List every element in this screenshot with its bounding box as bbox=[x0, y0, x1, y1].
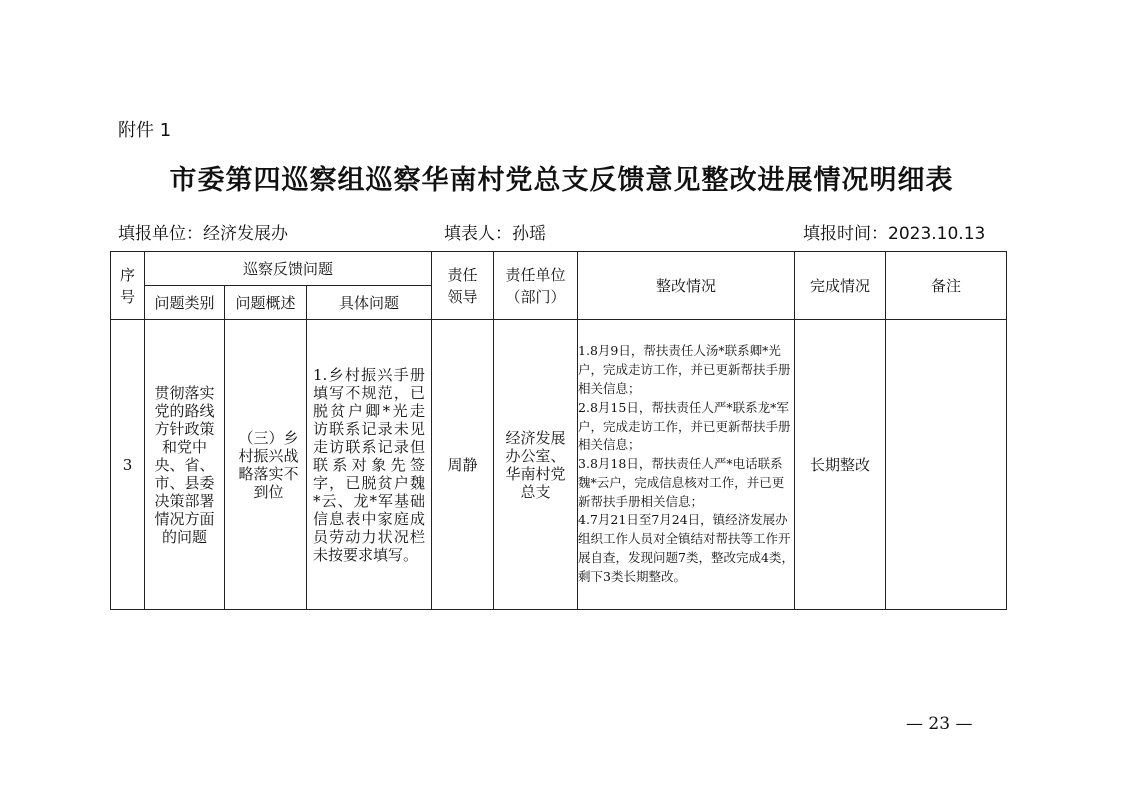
row-overview: （三）乡村振兴战略落实不到位 bbox=[225, 320, 307, 610]
rectification-item: 4.7月21日至7月24日，镇经济发展办组织工作人员对全镇结对帮扶等工作开展自查，发现问题7类，整改完成4类，剩下3类长期整改。 bbox=[578, 512, 794, 584]
header-specific: 具体问题 bbox=[307, 286, 432, 320]
row-remarks bbox=[886, 320, 1007, 610]
header-leader: 责任领导 bbox=[432, 252, 494, 320]
rectification-item: 3.8月18日，帮扶责任人严*电话联系魏*云户，完成信息核对工作，并已更新帮扶手册相关信息； bbox=[578, 456, 785, 509]
form-filler: 填表人：孙瑶 bbox=[444, 224, 546, 244]
rectification-item: 1.8月9日，帮扶责任人汤*联系卿*光户，完成走访工作，并已更新帮扶手册相关信息； bbox=[578, 343, 791, 396]
row-category: 贯彻落实党的路线方针政策和党中央、省、市、县委决策部署情况方面的问题 bbox=[145, 320, 225, 610]
header-unit: 责任单位（部门） bbox=[494, 252, 578, 320]
row-seq: 3 bbox=[111, 320, 145, 610]
header-feedback-group: 巡察反馈问题 bbox=[145, 252, 432, 286]
header-overview: 问题概述 bbox=[225, 286, 307, 320]
header-seq: 序号 bbox=[111, 252, 145, 320]
row-leader: 周静 bbox=[432, 320, 494, 610]
table-row bbox=[111, 320, 1007, 610]
page-number: — 23 — bbox=[906, 714, 973, 734]
header-category: 问题类别 bbox=[145, 286, 225, 320]
row-rectification bbox=[578, 320, 795, 610]
rectification-item: 2.8月15日，帮扶责任人严*联系龙*军户，完成走访工作，并已更新帮扶手册相关信息； bbox=[578, 399, 791, 453]
attachment-label: 附件 1 bbox=[118, 120, 172, 141]
row-completion: 长期整改 bbox=[795, 320, 886, 610]
rectification-table bbox=[110, 251, 1007, 610]
header-remarks: 备注 bbox=[886, 252, 1007, 320]
header-completion: 完成情况 bbox=[795, 252, 886, 320]
header-rectification: 整改情况 bbox=[578, 252, 795, 320]
row-unit: 经济发展办公室、华南村党总支 bbox=[494, 320, 578, 610]
reporting-unit: 填报单位：经济发展办 bbox=[118, 224, 288, 244]
page-title: 市委第四巡察组巡察华南村党总支反馈意见整改进展情况明细表 bbox=[169, 165, 954, 196]
reporting-time: 填报时间：2023.10.13 bbox=[803, 224, 986, 244]
row-specific: 1.乡村振兴手册填写不规范，已脱贫户卿*光走访联系记录未见走访联系记录但联系对象先签字，已脱贫户魏*云、龙*军基础信息表中家庭成员劳动力状况栏未按要求填写。 bbox=[307, 320, 432, 610]
